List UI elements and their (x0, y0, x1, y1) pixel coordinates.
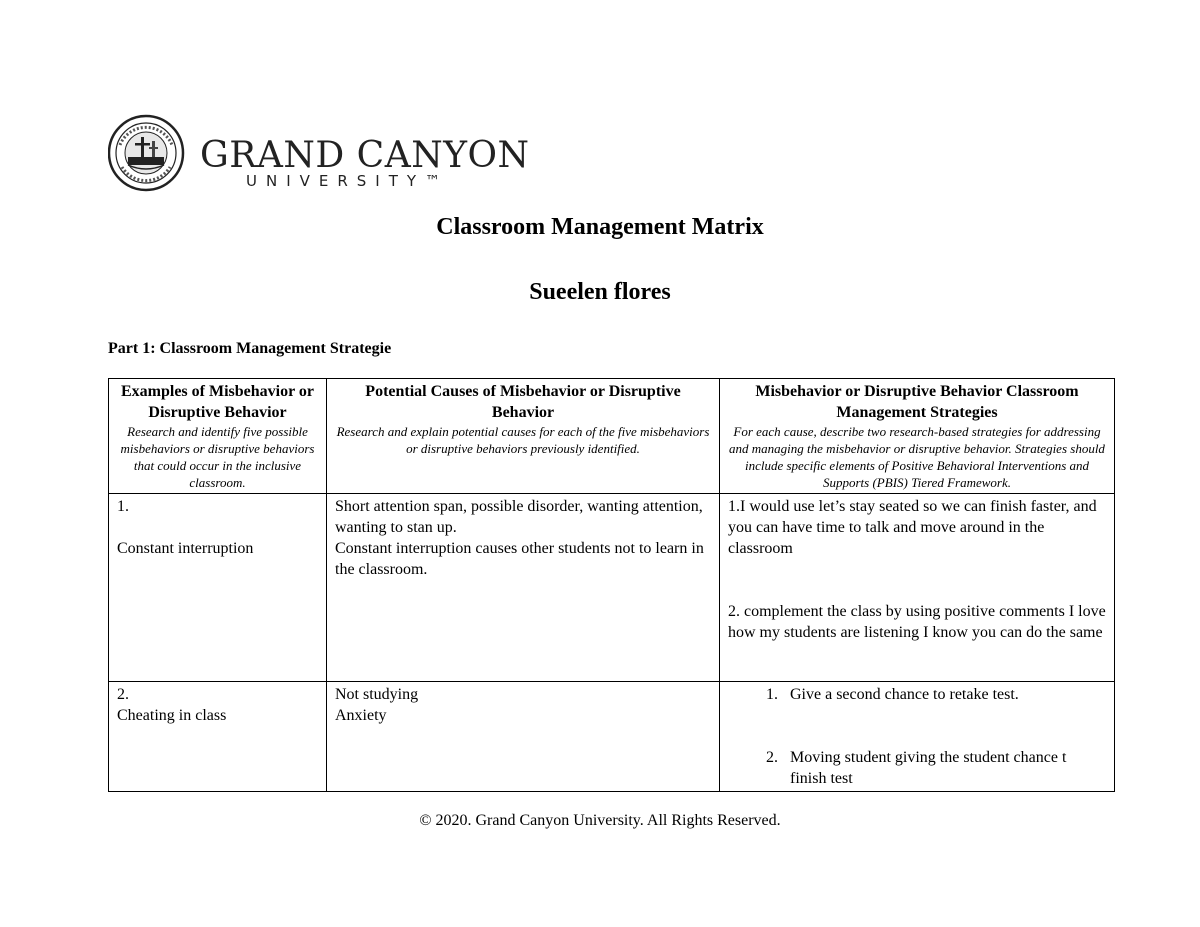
row-number: 2. (117, 686, 129, 703)
strategy-text: 2. complement the class by using positive comments I love how my students are listening I know you can do the same (728, 603, 1106, 641)
header-cell-causes (327, 379, 720, 494)
logo-wordmark-line1: GRAND CANYON (200, 135, 530, 176)
university-seal-icon (108, 107, 186, 199)
cause-text: Constant interruption causes other students not to learn in the classroom. (335, 540, 704, 578)
strategy-text: 1.I would use let’s stay seated so we can finish faster, and you can have time to talk and move around in the classroom (728, 498, 1097, 557)
table-row (109, 682, 1115, 792)
table-header-row (109, 379, 1115, 494)
header-instruction: Research and identify five possible misbehaviors or disruptive behaviors that could occur in the inclusive classroom. (120, 424, 315, 490)
causes-cell (327, 494, 720, 682)
document-title: Classroom Management Matrix (436, 214, 764, 240)
author-name: Sueelen flores (529, 279, 671, 305)
strategies-cell (720, 682, 1115, 792)
list-item: 1. Give a second chance to retake test. (782, 684, 1106, 705)
causes-cell (327, 682, 720, 792)
list-item: 2. Moving student giving the student chance t finish test (782, 747, 1106, 789)
header-instruction: For each cause, describe two research-based strategies for addressing and managing the misbehavior or disruptive behavior. Strategies should include specific elements of Positive Behavioral Interventions and Supports (PBIS) Tiered Framework. (729, 424, 1105, 490)
table-row (109, 494, 1115, 682)
management-matrix-table (108, 378, 1115, 792)
behavior-text: Constant interruption (117, 540, 254, 557)
university-logo (108, 107, 530, 199)
logo-wordmark-line2: UNIVERSITY™ (246, 172, 450, 190)
row-number: 1. (117, 498, 129, 515)
strategies-cell (720, 494, 1115, 682)
header-cell-strategies (720, 379, 1115, 494)
cause-text: Not studying (335, 686, 419, 703)
header-instruction: Research and explain potential causes for each of the five misbehaviors or disruptive behaviors previously identified. (336, 424, 710, 456)
behavior-cell (109, 494, 327, 682)
strategy-list (728, 684, 1106, 789)
copyright-footer: © 2020. Grand Canyon University. All Rights Reserved. (419, 812, 781, 829)
cause-text: Short attention span, possible disorder, wanting attention, wanting to stan up. (335, 498, 703, 536)
part-heading: Part 1: Classroom Management Strategie (108, 340, 392, 357)
header-title: Potential Causes of Misbehavior or Disruptive Behavior (365, 383, 681, 421)
behavior-cell (109, 682, 327, 792)
cause-text: Anxiety (335, 707, 387, 724)
behavior-text: Cheating in class (117, 707, 227, 724)
header-title: Examples of Misbehavior or Disruptive Behavior (120, 383, 315, 421)
header-cell-behavior (109, 379, 327, 494)
header-title: Misbehavior or Disruptive Behavior Classroom Management Strategies (755, 383, 1079, 421)
